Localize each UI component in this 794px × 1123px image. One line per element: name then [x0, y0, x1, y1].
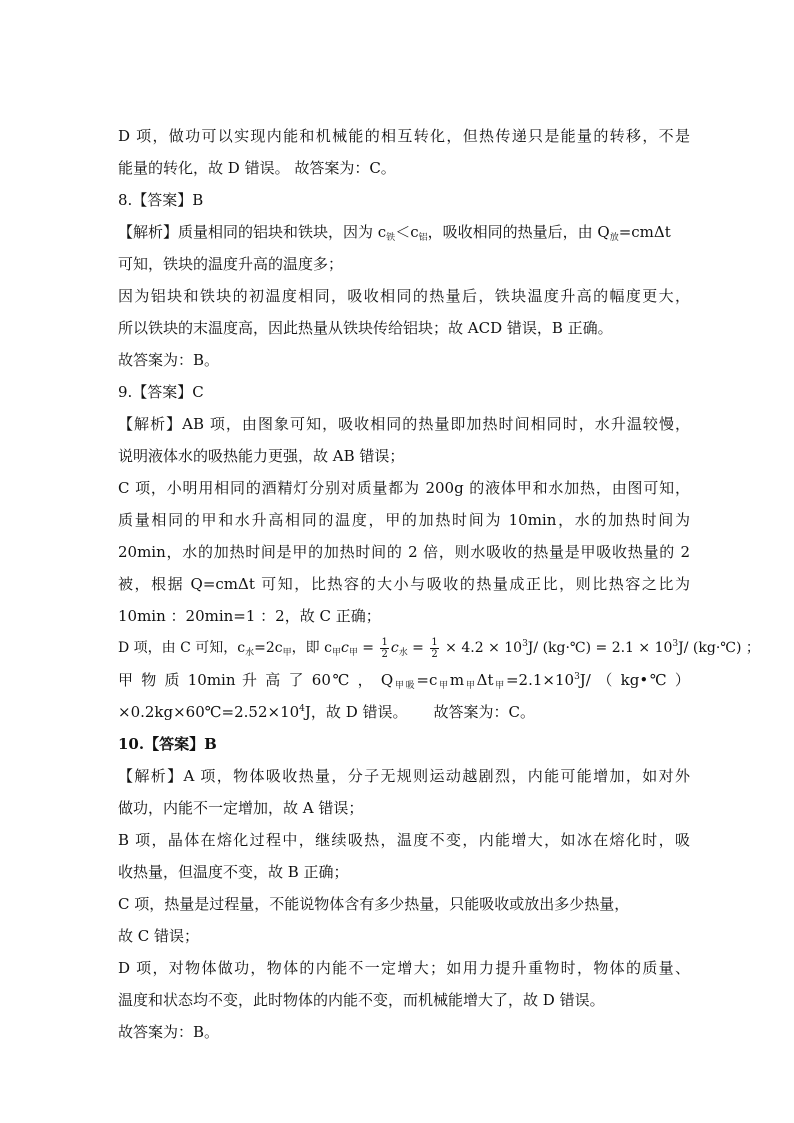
subscript: 甲 — [437, 681, 450, 691]
text: J/ (kg·℃) = 2.1 × 10 — [527, 640, 673, 656]
text-line: 20min，水的加热时间是甲的加热时间的 2 倍，则水吸收的热量是甲吸收热量的 2 — [118, 543, 690, 561]
text: J/ (kg·℃) ； — [678, 640, 760, 656]
subscript: 甲 — [348, 648, 358, 658]
text-line: 因为铝块和铁块的初温度相同，吸收相同的热量后，铁块温度升高的幅度更大， — [118, 287, 690, 305]
text: =c — [416, 671, 438, 689]
text-line: 所以铁块的末温度高，因此热量从铁块传给铝块；故 ACD 错误，B 正确。 — [118, 319, 613, 337]
text-line: 能量的转化，故 D 错误。 故答案为：C。 — [118, 159, 396, 177]
text: 故答案为：C。 — [433, 703, 535, 721]
text-line: 收热量，但温度不变，故 B 正确； — [118, 863, 349, 881]
superscript: 4 — [299, 704, 305, 714]
subscript: 水 — [398, 648, 408, 658]
numerator: 1 — [431, 636, 438, 648]
text: ，即 c — [291, 640, 332, 656]
subscript: 水 — [245, 648, 255, 658]
text-line: 说明液体水的吸热能力更强，故 AB 错误； — [118, 447, 405, 465]
text: = — [407, 640, 429, 656]
text-line: 温度和状态均不变，此时物体的内能不变，而机械能增大了，故 D 错误。 — [118, 991, 605, 1009]
fraction — [430, 637, 438, 660]
text: c — [340, 640, 349, 656]
text: ，吸收相同的热量后，由 Q — [427, 223, 610, 241]
text: D 项，由 C 可知，c — [118, 640, 246, 656]
text-line: 【解析】A 项，物体吸收热量，分子无规则运动越剧烈，内能可能增加，如对外 — [118, 767, 690, 785]
text-line: B 项，晶体在熔化过程中，继续吸热，温度不变，内能增大，如冰在熔化时，吸 — [118, 831, 690, 849]
fraction — [380, 637, 388, 660]
superscript: 3 — [522, 639, 528, 649]
superscript: 3 — [672, 639, 679, 649]
subscript: 甲 — [331, 648, 341, 658]
text: ×0.2kg×60℃=2.52×10 — [118, 703, 300, 721]
denominator: 2 — [431, 648, 438, 660]
formula-line — [118, 664, 690, 696]
formula-line — [118, 696, 690, 728]
subscript: 甲 — [493, 681, 506, 691]
question-10-answer: 10.【答案】B — [118, 735, 217, 753]
text-line: 做功，内能不一定增加，故 A 错误； — [118, 799, 364, 817]
subscript: 甲 — [282, 648, 292, 658]
formula-line — [118, 632, 760, 664]
text-line: C 项，热量是过程量，不能说物体含有多少热量，只能吸收或放出多少热量， — [118, 895, 630, 913]
text: =cmΔt — [618, 223, 671, 241]
text-line: 被，根据 Q=cmΔt 可知，比热容的大小与吸收的热量成正比，则比热容之比为 — [118, 575, 690, 593]
answer-document — [118, 120, 760, 1048]
text-line: D 项，做功可以实现内能和机械能的相互转化，但热传递只是能量的转移，不是 — [118, 127, 690, 145]
subscript: 铝 — [418, 233, 428, 243]
question-9-answer: 9.【答案】C — [118, 383, 204, 401]
text: J/ （ kg•℃ ） — [579, 671, 690, 689]
text: m — [449, 671, 465, 689]
subscript: 铁 — [386, 233, 396, 243]
question-8-answer: 8.【答案】B — [118, 191, 204, 209]
text: 甲 物 质 10min 升 高 了 60℃ ， Q — [118, 671, 394, 689]
text: 【解析】质量相同的铝块和铁块，因为 c — [118, 223, 387, 241]
text: J，故 D 错误。 — [304, 703, 408, 721]
text: ＜c — [395, 223, 419, 241]
text-line: 故 C 错误； — [118, 927, 200, 945]
question-8-analysis-line — [118, 216, 690, 248]
text: Δt — [476, 671, 494, 689]
text: c — [390, 640, 399, 656]
text-line: 可知，铁块的温度升高的温度多； — [118, 255, 344, 273]
numerator: 1 — [381, 636, 388, 648]
superscript: 3 — [574, 672, 580, 682]
text-line: D 项，对物体做功，物体的内能不一定增大；如用力提升重物时，物体的质量、 — [118, 959, 690, 977]
text: =2c — [254, 640, 283, 656]
subscript: 甲吸 — [393, 681, 417, 691]
text-line: C 项，小明用相同的酒精灯分别对质量都为 200g 的液体甲和水加热，由图可知， — [118, 479, 690, 497]
subscript: 甲 — [464, 681, 477, 691]
text: = — [357, 640, 379, 656]
text: =2.1×10 — [505, 671, 575, 689]
text-line: 质量相同的甲和水升高相同的温度，甲的加热时间为 10min，水的加热时间为 — [118, 511, 690, 529]
text-line: 10min ：20min=1 ：2，故 C 正确； — [118, 607, 381, 625]
subscript: 放 — [609, 233, 619, 243]
denominator: 2 — [381, 648, 388, 660]
text: × 4.2 × 10 — [440, 640, 523, 656]
text-line: 故答案为：B。 — [118, 351, 220, 369]
text-line: 故答案为：B。 — [118, 1023, 220, 1041]
text-line: 【解析】AB 项，由图象可知，吸收相同的热量即加热时间相同时，水升温较慢， — [118, 415, 690, 433]
